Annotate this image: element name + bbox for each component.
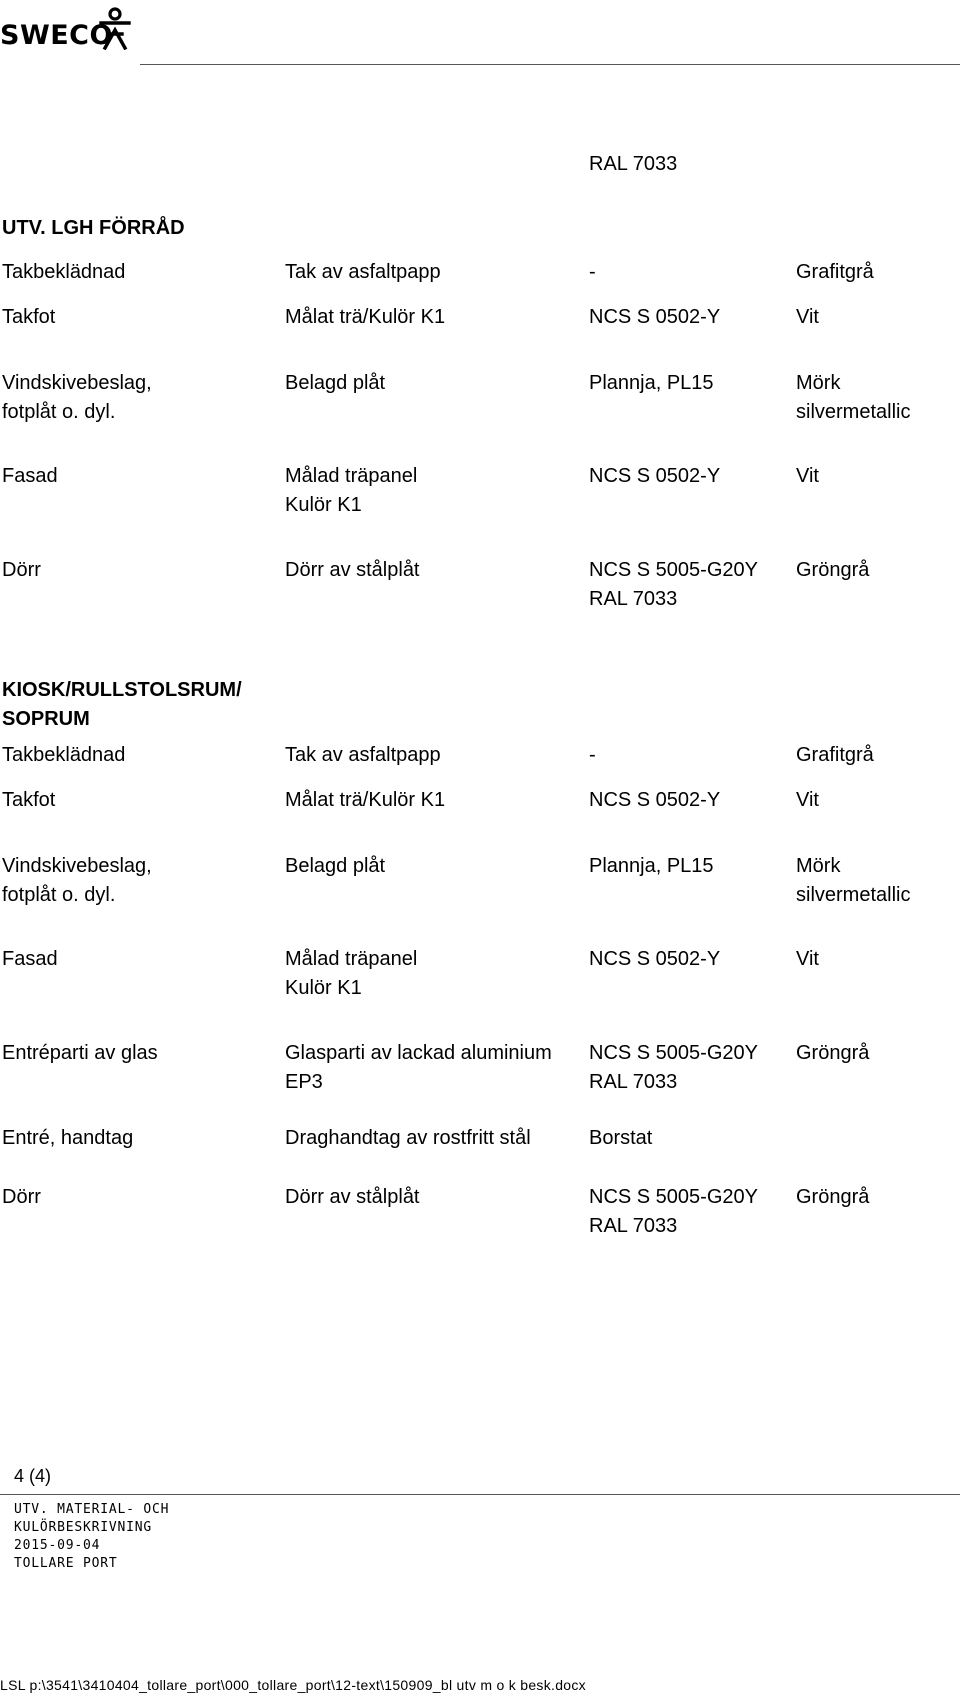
page-number: 4 (4): [14, 1466, 52, 1486]
cell-material: Dörr av stålplåt: [285, 559, 420, 581]
sweco-logo: [0, 6, 140, 51]
top-ral-code: RAL 7033: [589, 153, 678, 175]
cell-element: Takbeklädnad: [2, 744, 126, 766]
cell-code: NCS S 0502-Y: [589, 789, 721, 811]
footer-doc-title-2: KULÖRBESKRIVNING: [14, 1520, 153, 1535]
cell-color: Grafitgrå: [796, 261, 874, 283]
cell-code: NCS S 0502-Y: [589, 306, 721, 328]
cell-color: Vit: [796, 306, 819, 328]
cell-code: RAL 7033: [589, 1071, 678, 1093]
cell-color: Vit: [796, 465, 819, 487]
cell-color: silvermetallic: [796, 884, 911, 906]
cell-code: NCS S 0502-Y: [589, 948, 721, 970]
cell-code: Plannja, PL15: [589, 372, 714, 394]
section-title: UTV. LGH FÖRRÅD: [2, 217, 185, 239]
cell-color: Vit: [796, 789, 819, 811]
footer-file-path: LSL p:\3541\3410404_tollare_port\000_tollare_port\12-text\150909_bl utv m o k besk.docx: [0, 1677, 586, 1693]
cell-material: Kulör K1: [285, 494, 362, 516]
cell-element: Entré, handtag: [2, 1127, 134, 1149]
cell-material: EP3: [285, 1071, 323, 1093]
cell-material: Glasparti av lackad aluminium: [285, 1042, 552, 1064]
cell-element: Takfot: [2, 306, 56, 328]
cell-element: fotplåt o. dyl.: [2, 401, 116, 423]
cell-color: Gröngrå: [796, 559, 870, 581]
cell-code: NCS S 5005-G20Y: [589, 1186, 758, 1208]
cell-color: Grafitgrå: [796, 744, 874, 766]
cell-material: Kulör K1: [285, 977, 362, 999]
cell-element: Takbeklädnad: [2, 261, 126, 283]
cell-code: -: [589, 744, 596, 766]
footer-date: 2015-09-04: [14, 1538, 101, 1553]
cell-element: Entréparti av glas: [2, 1042, 158, 1064]
cell-material: Målat trä/Kulör K1: [285, 789, 446, 811]
cell-color: Gröngrå: [796, 1042, 870, 1064]
cell-material: Målad träpanel: [285, 948, 418, 970]
cell-code: NCS S 5005-G20Y: [589, 1042, 758, 1064]
cell-code: RAL 7033: [589, 588, 678, 610]
cell-material: Målad träpanel: [285, 465, 418, 487]
cell-material: Målat trä/Kulör K1: [285, 306, 446, 328]
cell-material: Dörr av stålplåt: [285, 1186, 420, 1208]
cell-element: Fasad: [2, 948, 58, 970]
cell-color: Mörk: [796, 372, 841, 394]
cell-code: NCS S 0502-Y: [589, 465, 721, 487]
cell-material: Belagd plåt: [285, 855, 386, 877]
cell-element: Dörr: [2, 1186, 41, 1208]
cell-material: Tak av asfaltpapp: [285, 744, 441, 766]
cell-code: NCS S 5005-G20Y: [589, 559, 758, 581]
logo-wordmark: SWECO: [0, 20, 113, 51]
cell-code: RAL 7033: [589, 1215, 678, 1237]
cell-material: Draghandtag av rostfritt stål: [285, 1127, 531, 1149]
cell-color: Gröngrå: [796, 1186, 870, 1208]
footer-doc-title-1: UTV. MATERIAL- OCH: [14, 1502, 170, 1517]
cell-element: Fasad: [2, 465, 58, 487]
header-divider: [140, 64, 960, 65]
cell-element: Dörr: [2, 559, 41, 581]
cell-color: Mörk: [796, 855, 841, 877]
sweco-star-icon: [98, 6, 138, 50]
cell-code: -: [589, 261, 596, 283]
cell-material: Tak av asfaltpapp: [285, 261, 441, 283]
cell-element: fotplåt o. dyl.: [2, 884, 116, 906]
cell-element: Takfot: [2, 789, 56, 811]
footer-divider: [0, 1494, 960, 1495]
cell-color: silvermetallic: [796, 401, 911, 423]
cell-color: Vit: [796, 948, 819, 970]
section-title-line-1: KIOSK/RULLSTOLSRUM/: [2, 679, 242, 701]
footer-project: TOLLARE PORT: [14, 1556, 118, 1571]
cell-element: Vindskivebeslag,: [2, 372, 152, 394]
section-title-line-2: SOPRUM: [2, 708, 90, 730]
cell-code: Plannja, PL15: [589, 855, 714, 877]
cell-material: Belagd plåt: [285, 372, 386, 394]
cell-code: Borstat: [589, 1127, 653, 1149]
cell-element: Vindskivebeslag,: [2, 855, 152, 877]
